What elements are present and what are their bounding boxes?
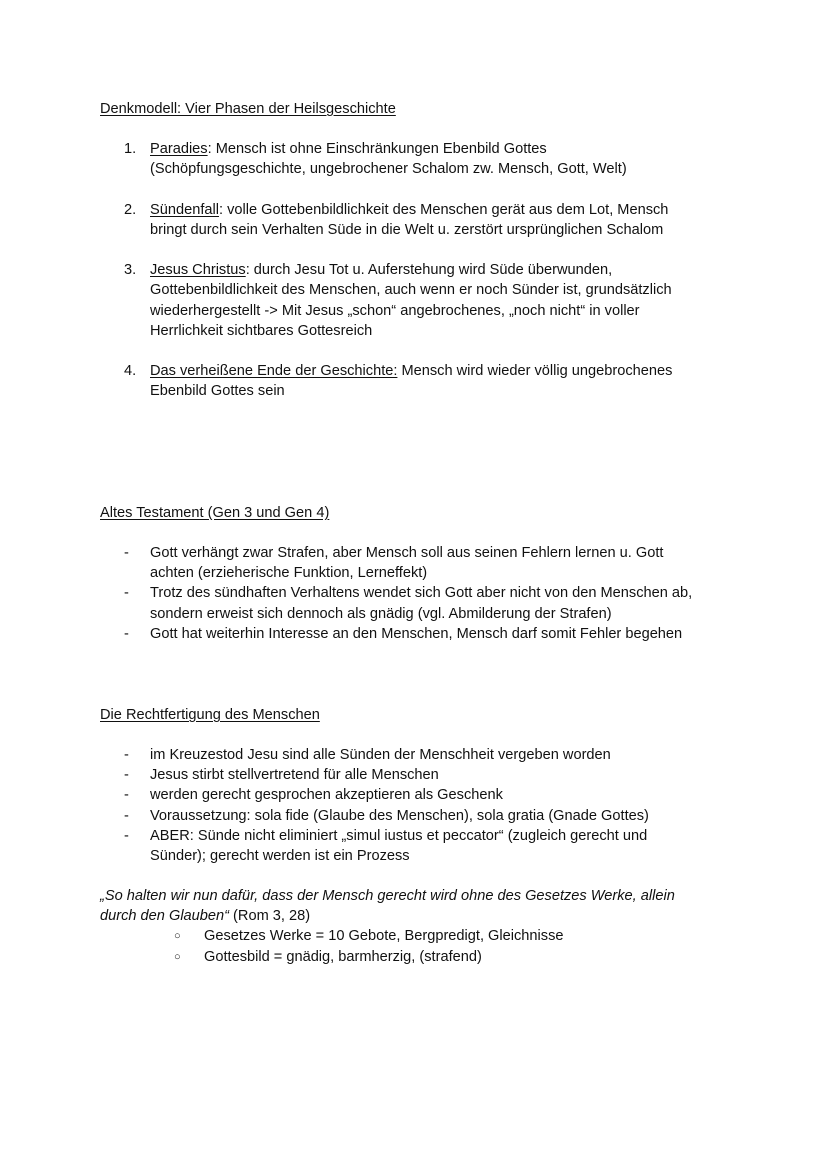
quote-block — [100, 886, 750, 967]
phase-text: (Schöpfungsgeschichte, ungebrochener Schalom zw. Mensch, Gott, Welt) — [150, 161, 627, 178]
altes-testament-list — [100, 543, 740, 644]
list-item — [100, 361, 740, 401]
list-item — [100, 785, 740, 805]
list-item-text: ABER: Sünde nicht eliminiert „simul iustus et peccator“ (zugleich gerecht und — [150, 827, 648, 844]
bullet-dash: - — [124, 585, 129, 602]
phase-term: Jesus Christus — [150, 262, 246, 279]
list-number: 2. — [124, 201, 137, 218]
phase-text: : Mensch ist ohne Einschränkungen Ebenbild Gottes — [207, 141, 547, 157]
bullet-circle: ○ — [174, 930, 181, 943]
bullet-dash: - — [124, 767, 129, 784]
bible-quote: durch den Glauben“ — [100, 908, 229, 925]
list-item — [100, 826, 740, 866]
list-item — [100, 583, 740, 623]
bullet-dash: - — [124, 545, 129, 561]
list-item — [100, 806, 740, 826]
phase-text: wiederhergestellt -> Mit Jesus „schon“ angebrochenes, „noch nicht“ in voller — [150, 302, 640, 319]
bullet-dash: - — [124, 787, 129, 804]
list-number: 3. — [124, 262, 137, 279]
list-item — [100, 926, 750, 946]
phase-term: Sündenfall — [150, 201, 219, 218]
list-item-text: Voraussetzung: sola fide (Glaube des Menschen), sola gratia (Gnade Gottes) — [150, 807, 649, 824]
list-item-text: Jesus stirbt stellvertretend für alle Menschen — [150, 767, 439, 784]
bullet-dash: - — [124, 807, 129, 824]
bullet-dash: - — [124, 747, 129, 763]
list-item-text: Gesetzes Werke = 10 Gebote, Bergpredigt, Gleichnisse — [204, 928, 564, 945]
list-item-text: sondern erweist sich dennoch als gnädig (vgl. Abmilderung der Strafen) — [150, 605, 612, 622]
list-item-text: achten (erzieherische Funktion, Lerneffekt) — [150, 565, 428, 582]
rechtfertigung-list — [100, 745, 740, 866]
list-item — [100, 200, 740, 240]
section-heading-rechtfertigung: Die Rechtfertigung des Menschen — [100, 707, 320, 723]
list-item-text: Trotz des sündhaften Verhaltens wendet sich Gott aber nicht von den Menschen ab, — [150, 585, 693, 602]
phases-list — [100, 139, 740, 402]
list-number: 4. — [124, 363, 137, 380]
list-item — [100, 139, 740, 179]
list-item-text: Gott verhängt zwar Strafen, aber Mensch soll aus seinen Fehlern lernen u. Gott — [150, 545, 664, 561]
list-item — [100, 745, 740, 765]
phase-term: Paradies — [150, 141, 208, 157]
phase-text: Ebenbild Gottes sein — [150, 383, 285, 400]
list-item — [100, 624, 740, 644]
section-heading-altes-testament: Altes Testament (Gen 3 und Gen 4) — [100, 505, 330, 521]
list-item-text: Gottesbild = gnädig, barmherzig, (strafend) — [204, 948, 482, 965]
phase-text: : durch Jesu Tot u. Auferstehung wird Süde überwunden, — [245, 262, 613, 279]
bullet-circle: ○ — [174, 950, 181, 963]
list-item — [100, 765, 740, 785]
phase-text: Mensch wird wieder völlig ungebrochenes — [397, 363, 673, 380]
list-item-text: Gott hat weiterhin Interesse an den Menschen, Mensch darf somit Fehler begehen — [150, 625, 683, 642]
section-heading-heilsgeschichte: Denkmodell: Vier Phasen der Heilsgeschichte — [100, 101, 396, 117]
list-item — [100, 947, 750, 967]
bullet-dash: - — [124, 827, 129, 844]
list-item — [100, 260, 740, 341]
phase-term: Das verheißene Ende der Geschichte: — [150, 363, 398, 380]
phase-text: Herrlichkeit sichtbares Gottesreich — [150, 322, 373, 339]
bullet-dash: - — [124, 625, 129, 642]
phase-text: Gottebenbildlichkeit des Menschen, auch wenn er noch Sünder ist, grundsätzlich — [150, 282, 672, 299]
bible-quote: „So halten wir nun dafür, dass der Mensch gerecht wird ohne des Gesetzes Werke, allein — [100, 888, 675, 904]
phase-text: bringt durch sein Verhalten Süde in die Welt u. zerstört ursprünglichen Schalom — [150, 221, 664, 238]
list-item-text: werden gerecht gesprochen akzeptieren als Geschenk — [150, 787, 503, 804]
phase-text: : volle Gottebenbildlichkeit des Menschen gerät aus dem Lot, Mensch — [218, 201, 669, 218]
list-item-text: im Kreuzestod Jesu sind alle Sünden der Menschheit vergeben worden — [150, 747, 611, 763]
list-item-text: Sünder); gerecht werden ist ein Prozess — [150, 848, 410, 865]
quote-reference: (Rom 3, 28) — [229, 908, 311, 925]
list-item — [100, 543, 740, 583]
list-number: 1. — [124, 141, 137, 157]
